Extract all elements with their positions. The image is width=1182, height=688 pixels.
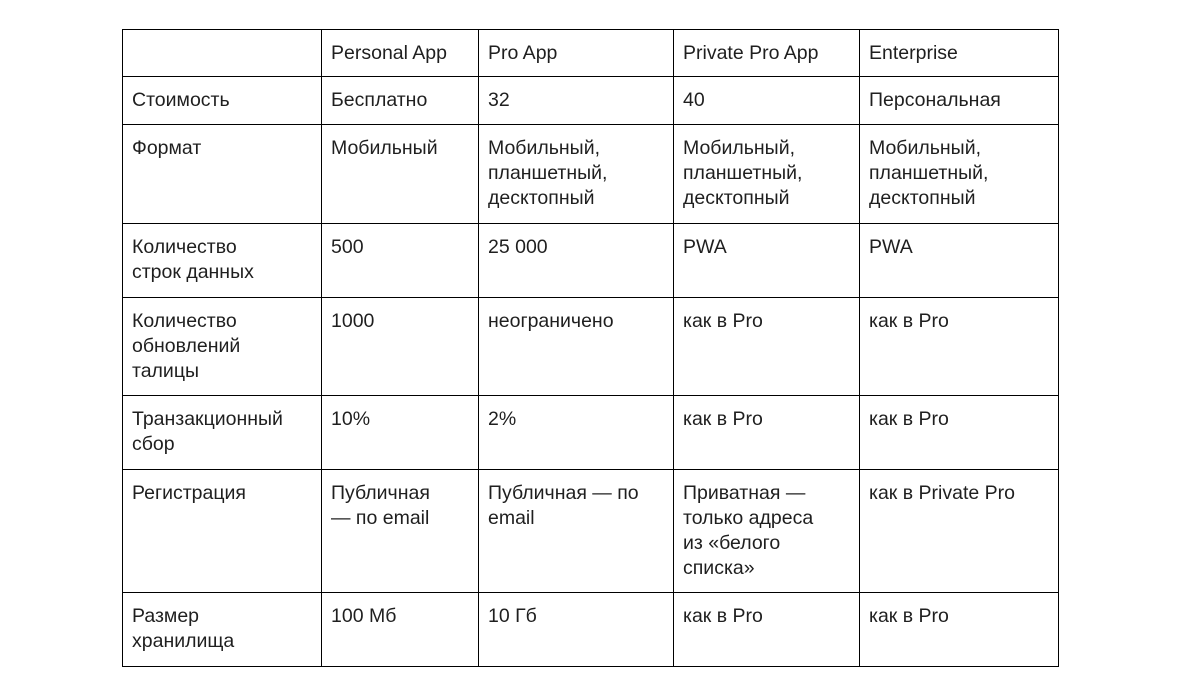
table-cell: как в Pro — [860, 396, 1059, 470]
table-cell: Мобильный — [322, 125, 479, 224]
table-cell: Публичная — по email — [479, 470, 674, 593]
table-cell: 500 — [322, 224, 479, 298]
table-row-table-updates — [123, 298, 1059, 396]
table-cell: Бесплатно — [322, 77, 479, 125]
table-cell: 40 — [674, 77, 860, 125]
table-cell: Персональная — [860, 77, 1059, 125]
table-cell: Мобильный, планшетный, десктопный — [860, 125, 1059, 224]
table-cell: как в Pro — [674, 298, 860, 396]
table-cell: 25 000 — [479, 224, 674, 298]
row-label-cell: Размер хранилища — [123, 593, 322, 667]
table-cell: 10 Гб — [479, 593, 674, 667]
table-row-format — [123, 125, 1059, 224]
table-cell: как в Pro — [860, 593, 1059, 667]
table-row-transaction-fee — [123, 396, 1059, 470]
row-label-cell: Транзакционный сбор — [123, 396, 322, 470]
table-cell: 32 — [479, 77, 674, 125]
table-cell: Мобильный, планшетный, десктопный — [674, 125, 860, 224]
pricing-comparison-table — [122, 29, 1059, 667]
row-label-cell: Количество обновлений талицы — [123, 298, 322, 396]
row-label-cell: Количество строк данных — [123, 224, 322, 298]
table-cell: Приватная — только адреса из «белого списка» — [674, 470, 860, 593]
table-cell: Мобильный, планшетный, десктопный — [479, 125, 674, 224]
table-row-registration — [123, 470, 1059, 593]
header-cell-pro-app: Pro App — [479, 30, 674, 77]
table-cell: PWA — [860, 224, 1059, 298]
table-cell: Публичная — по email — [322, 470, 479, 593]
table-cell: PWA — [674, 224, 860, 298]
table-cell: 1000 — [322, 298, 479, 396]
row-label-cell: Формат — [123, 125, 322, 224]
table-cell: неограничено — [479, 298, 674, 396]
header-cell-personal-app: Personal App — [322, 30, 479, 77]
row-label-cell: Стоимость — [123, 77, 322, 125]
table-cell: как в Pro — [674, 396, 860, 470]
table-row-storage-size — [123, 593, 1059, 667]
table-header-row — [123, 30, 1059, 77]
table-cell: 10% — [322, 396, 479, 470]
row-label-cell: Регистрация — [123, 470, 322, 593]
table-row-cost — [123, 77, 1059, 125]
table-cell: 2% — [479, 396, 674, 470]
header-cell-private-pro-app: Private Pro App — [674, 30, 860, 77]
header-cell-enterprise: Enterprise — [860, 30, 1059, 77]
table-cell: как в Pro — [860, 298, 1059, 396]
table-cell: как в Private Pro — [860, 470, 1059, 593]
header-cell-empty — [123, 30, 322, 77]
table-row-data-rows — [123, 224, 1059, 298]
table-cell: 100 Мб — [322, 593, 479, 667]
table-cell: как в Pro — [674, 593, 860, 667]
